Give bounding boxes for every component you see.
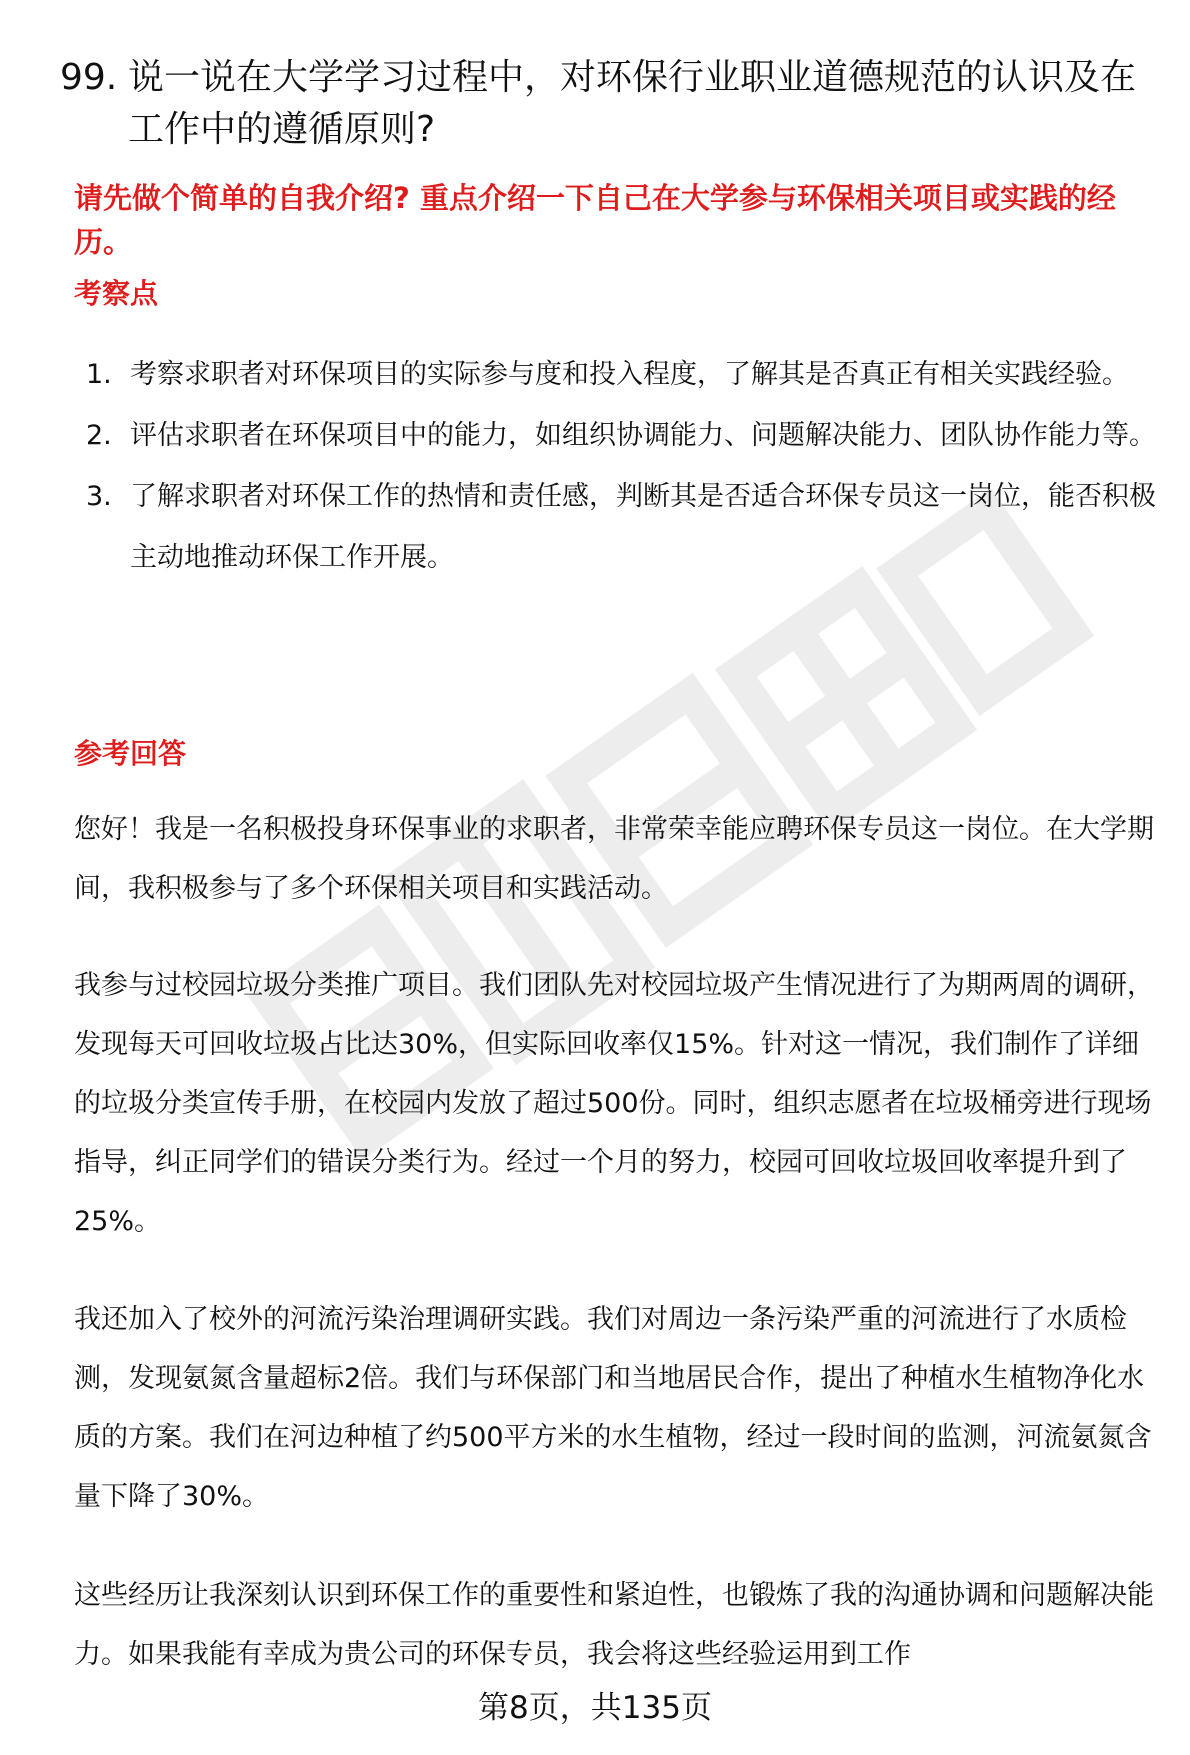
sub-question: 请先做个简单的自我介绍? 重点介绍一下自己在大学参与环保相关项目或实践的经历。 [74,181,1116,259]
list-item-index: 2. [86,420,112,451]
list-item [86,405,1166,466]
list-item-index: 1. [86,359,112,390]
page-number: 第8页，共135页 [478,1690,712,1726]
answer-heading: 参考回答 [74,737,187,770]
question-title [60,52,1160,156]
list-item-text: 评估求职者在环保项目中的能力，如组织协调能力、问题解决能力、团队协作能力等。 [130,420,1156,451]
question-number: 99. [60,57,118,98]
list-item-text: 了解求职者对环保工作的热情和责任感，判断其是否适合环保专员这一岗位，能否积极主动地推动环保工作开展。 [130,481,1156,573]
answer-paragraph: 我还加入了校外的河流污染治理调研实践。我们对周边一条污染严重的河流进行了水质检测，发现氨氮含量超标2倍。我们与环保部门和当地居民合作，提出了种植水生植物净化水质的方案。我们在河边种植了约500平方米的水生植物，经过一段时间的监测，河流氨氮含量下降了30%。 [74,1304,1152,1512]
points-list [86,344,1166,588]
answer-paragraph: 您好！我是一名积极投身环保事业的求职者，非常荣幸能应聘环保专员这一岗位。在大学期间，我积极参与了多个环保相关项目和实践活动。 [74,814,1154,904]
answer-paragraph: 我参与过校园垃圾分类推广项目。我们团队先对校园垃圾产生情况进行了为期两周的调研，发现每天可回收垃圾占比达30%，但实际回收率仅15%。针对这一情况，我们制作了详细的垃圾分类宣传手册，在校园内发放了超过500份。同时，组织志愿者在垃圾桶旁进行现场指导，纠正同学们的错误分类行为。经过一个月的努力，校园可回收垃圾回收率提升到了25%。 [74,970,1154,1237]
list-item [86,344,1166,405]
list-item-index: 3. [86,481,112,512]
points-heading: 考察点 [74,277,159,310]
list-item-text: 考察求职者对环保项目的实际参与度和投入程度，了解其是否真正有相关实践经验。 [130,359,1129,390]
list-item [86,466,1166,588]
question-text: 说一说在大学学习过程中，对环保行业职业道德规范的认识及在工作中的遵循原则? [128,57,1137,150]
answer-paragraph: 这些经历让我深刻认识到环保工作的重要性和紧迫性，也锻炼了我的沟通协调和问题解决能力。如果我能有幸成为贵公司的环保专员，我会将这些经验运用到工作 [74,1580,1154,1670]
